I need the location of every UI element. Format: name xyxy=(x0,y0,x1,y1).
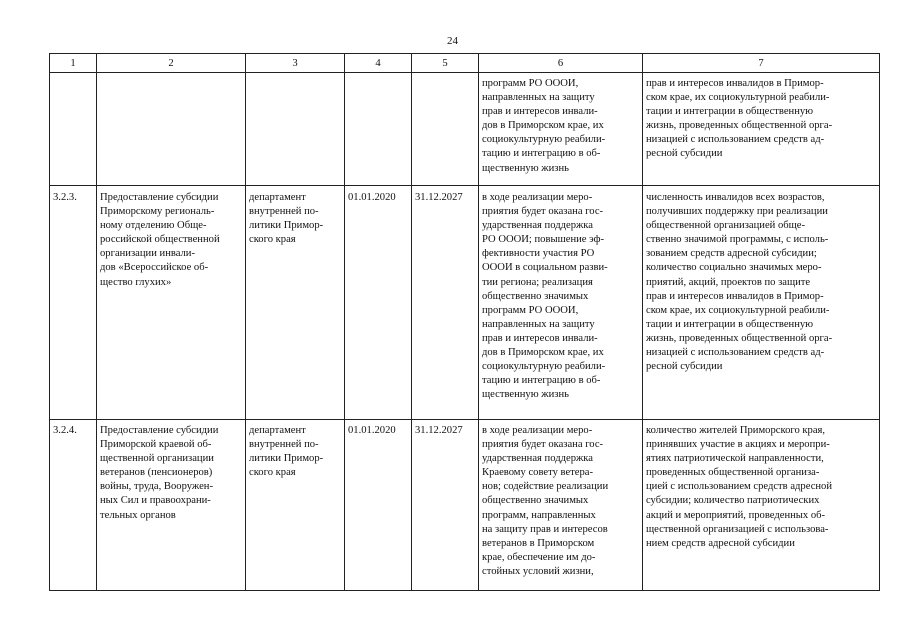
row-number-cell xyxy=(50,73,97,186)
executor-cell: департамент внутренней по- литики Примор- ского края xyxy=(246,420,345,591)
row-number-cell: 3.2.4. xyxy=(50,420,97,591)
expected-result-cell: в ходе реализации меро- приятия будет оказана гос- ударственная поддержка Краевому совету ветера- нов; содействие реализации общественно значимых программ, направленных на защиту прав и интересов ветеранов в Приморском крае, обеспечение им до- стойных условий жизни, xyxy=(479,420,643,591)
header-col-3: 3 xyxy=(246,54,345,73)
program-table xyxy=(49,53,880,591)
end-date-cell: 31.12.2027 xyxy=(412,420,479,591)
table-row xyxy=(50,73,880,186)
header-col-7: 7 xyxy=(643,54,880,73)
start-date-cell: 01.01.2020 xyxy=(345,420,412,591)
indicator-cell: численность инвалидов всех возрастов, получивших поддержку при реализации общественной организацией обще- ственно значимой программы, с исполь- зованием средств адресной субсидии; количество социально значимых меро- приятий, акций, проектов по защите прав и интересов инвалидов в Примор- ском крае, их социокультурной реабили- тации и интеграции в общественную жизнь, проведенных общественной орга- низацией с использованием средств ад- ресной субсидии xyxy=(643,186,880,420)
indicator-cell: прав и интересов инвалидов в Примор- ском крае, их социокультурной реабили- тации и интеграции в общественную жизнь, проведенных общественной орга- низацией с использованием средств ад- ресной субсидии xyxy=(643,73,880,186)
header-col-2: 2 xyxy=(97,54,246,73)
header-col-4: 4 xyxy=(345,54,412,73)
header-col-1: 1 xyxy=(50,54,97,73)
measure-name-cell: Предоставление субсидии Приморскому региональ- ному отделению Обще- российской общественной организации инвали- дов «Всероссийское об- щество глухих» xyxy=(97,186,246,420)
table-row xyxy=(50,186,880,420)
header-col-5: 5 xyxy=(412,54,479,73)
end-date-cell: 31.12.2027 xyxy=(412,186,479,420)
measure-name-cell xyxy=(97,73,246,186)
indicator-cell: количество жителей Приморского края, принявших участие в акциях и меропри- ятиях патриотической направленности, проведенных общественной организа- цией с использованием средств адресной субсидии; количество патриотических акций и мероприятий, проведенных об- щественной организацией с использова- нием средств адресной субсидии xyxy=(643,420,880,591)
header-col-6: 6 xyxy=(479,54,643,73)
row-number-cell: 3.2.3. xyxy=(50,186,97,420)
expected-result-cell: в ходе реализации меро- приятия будет оказана гос- ударственная поддержка РО ОООИ; повышение эф- фективности участия РО ОООИ в социальном разви- тии региона; реализация общественно значимых программ РО ОООИ, направленных на защиту прав и интересов инвали- дов в Приморском крае, их социокультурную реабили- тацию и интеграцию в об- щественную жизнь xyxy=(479,186,643,420)
executor-cell: департамент внутренней по- литики Примор- ского края xyxy=(246,186,345,420)
measure-name-cell: Предоставление субсидии Приморской краевой об- щественной организации ветеранов (пенсионеров) войны, труда, Вооружен- ных Сил и правоохрани- тельных органов xyxy=(97,420,246,591)
table-row xyxy=(50,420,880,591)
executor-cell xyxy=(246,73,345,186)
start-date-cell: 01.01.2020 xyxy=(345,186,412,420)
header-row xyxy=(50,54,880,73)
page-number: 24 xyxy=(447,35,458,47)
start-date-cell xyxy=(345,73,412,186)
expected-result-cell: программ РО ОООИ, направленных на защиту прав и интересов инвали- дов в Приморском крае, их социокультурную реабили- тацию и интеграцию в об- щественную жизнь xyxy=(479,73,643,186)
end-date-cell xyxy=(412,73,479,186)
